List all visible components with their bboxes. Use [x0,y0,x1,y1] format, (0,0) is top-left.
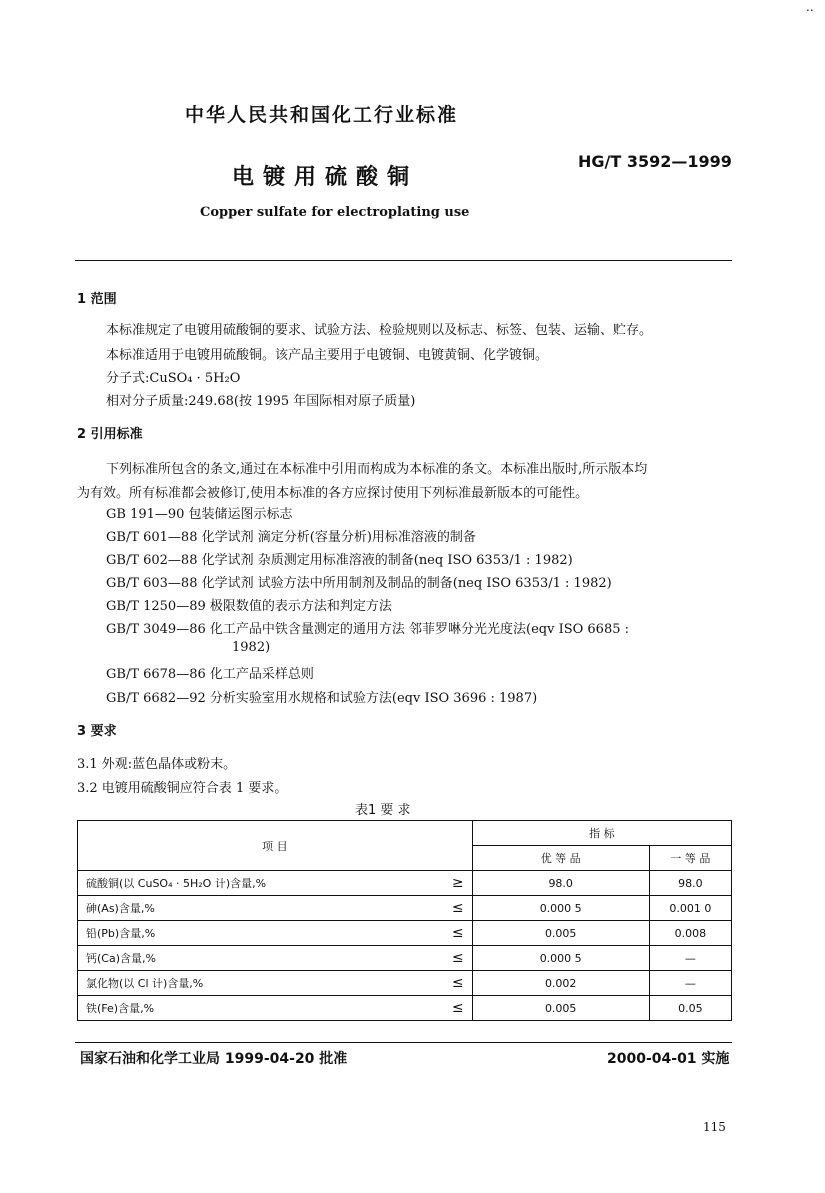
row-item: 砷(As)含量,% [78,896,444,921]
row-value-first: 0.05 [649,996,731,1021]
table-header-row [78,821,732,846]
row-value-superior: 0.005 [472,921,649,946]
corner-mark: .. [806,0,814,14]
molecular-mass: 相对分子质量:249.68(按 1995 年国际相对原子质量) [106,394,416,409]
section-1-heading: 1 范围 [77,292,117,307]
row-value-first: — [649,971,731,996]
table-caption: 表1 要 求 [355,803,411,818]
document-title-cn: 电镀用硫酸铜 [232,165,419,190]
bottom-divider [75,1042,732,1043]
table-row [78,971,732,996]
row-item: 铁(Fe)含量,% [78,996,444,1021]
row-value-superior: 0.005 [472,996,649,1021]
header-grade-first: 一 等 品 [649,846,731,871]
requirements-table [77,820,732,1021]
header-grade-superior: 优 等 品 [472,846,649,871]
effective-date: 2000-04-01 实施 [607,1051,730,1067]
approval-line: 国家石油和化学工业局 1999-04-20 批准 [80,1051,348,1067]
reference-standard: GB/T 601—88 化学试剂 滴定分析(容量分析)用标准溶液的制备 [106,530,476,545]
reference-standard: GB/T 603—88 化学试剂 试验方法中所用制剂及制品的制备(neq ISO 6353/1 : 1982) [106,576,612,591]
reference-standard: GB/T 6682—92 分析实验室用水规格和试验方法(eqv ISO 3696 : 1987) [106,691,538,706]
section-2-heading: 2 引用标准 [77,427,143,442]
issuing-organization: 中华人民共和国化工行业标准 [185,104,459,126]
section-2-intro: 下列标准所包含的条文,通过在本标准中引用而构成为本标准的条文。本标准出版时,所示版本均 [106,462,648,477]
table-row [78,921,732,946]
reference-standard: GB 191—90 包装储运图示标志 [106,507,293,522]
reference-standard: GB/T 602—88 化学试剂 杂质测定用标准溶液的制备(neq ISO 6353/1 : 1982) [106,553,573,568]
row-value-superior: 0.002 [472,971,649,996]
row-comparator: ≤ [444,996,473,1021]
row-value-first: 0.008 [649,921,731,946]
row-comparator: ≥ [444,871,473,896]
row-value-first: 0.001 0 [649,896,731,921]
clause-3-1: 3.1 外观:蓝色晶体或粉末。 [77,757,237,772]
row-comparator: ≤ [444,971,473,996]
reference-standard: GB/T 3049—86 化工产品中铁含量测定的通用方法 邻菲罗啉分光光度法(eqv ISO 6685 : [106,622,630,637]
standard-code: HG/T 3592—1999 [578,152,732,171]
row-item: 铅(Pb)含量,% [78,921,444,946]
section-3-heading: 3 要求 [77,724,117,739]
section-1-paragraph: 本标准规定了电镀用硫酸铜的要求、试验方法、检验规则以及标志、标签、包装、运输、贮存。 [106,323,653,338]
molecular-formula: 分子式:CuSO₄ · 5H₂O [106,371,241,386]
row-value-first: 98.0 [649,871,731,896]
table-row [78,896,732,921]
row-value-superior: 0.000 5 [472,946,649,971]
row-comparator: ≤ [444,896,473,921]
header-index: 指 标 [472,821,731,846]
section-2-intro: 为有效。所有标准都会被修订,使用本标准的各方应探讨使用下列标准最新版本的可能性。 [77,486,589,501]
reference-standard-continued: 1982) [232,640,271,655]
table-row [78,996,732,1021]
reference-standard: GB/T 1250—89 极限数值的表示方法和判定方法 [106,599,392,614]
row-item: 氯化物(以 Cl 计)含量,% [78,971,444,996]
section-1-paragraph: 本标准适用于电镀用硫酸铜。该产品主要用于电镀铜、电镀黄铜、化学镀铜。 [106,348,549,363]
row-comparator: ≤ [444,921,473,946]
reference-standard: GB/T 6678—86 化工产品采样总则 [106,667,314,682]
top-divider [75,260,732,261]
table-row [78,871,732,896]
row-value-superior: 0.000 5 [472,896,649,921]
document-title-en: Copper sulfate for electroplating use [200,205,470,220]
row-item: 钙(Ca)含量,% [78,946,444,971]
page-number: 115 [703,1120,726,1134]
header-item: 项 目 [78,821,473,871]
row-value-first: — [649,946,731,971]
clause-3-2: 3.2 电镀用硫酸铜应符合表 1 要求。 [77,781,288,796]
row-comparator: ≤ [444,946,473,971]
table-row [78,946,732,971]
row-item: 硫酸铜(以 CuSO₄ · 5H₂O 计)含量,% [78,871,444,896]
row-value-superior: 98.0 [472,871,649,896]
